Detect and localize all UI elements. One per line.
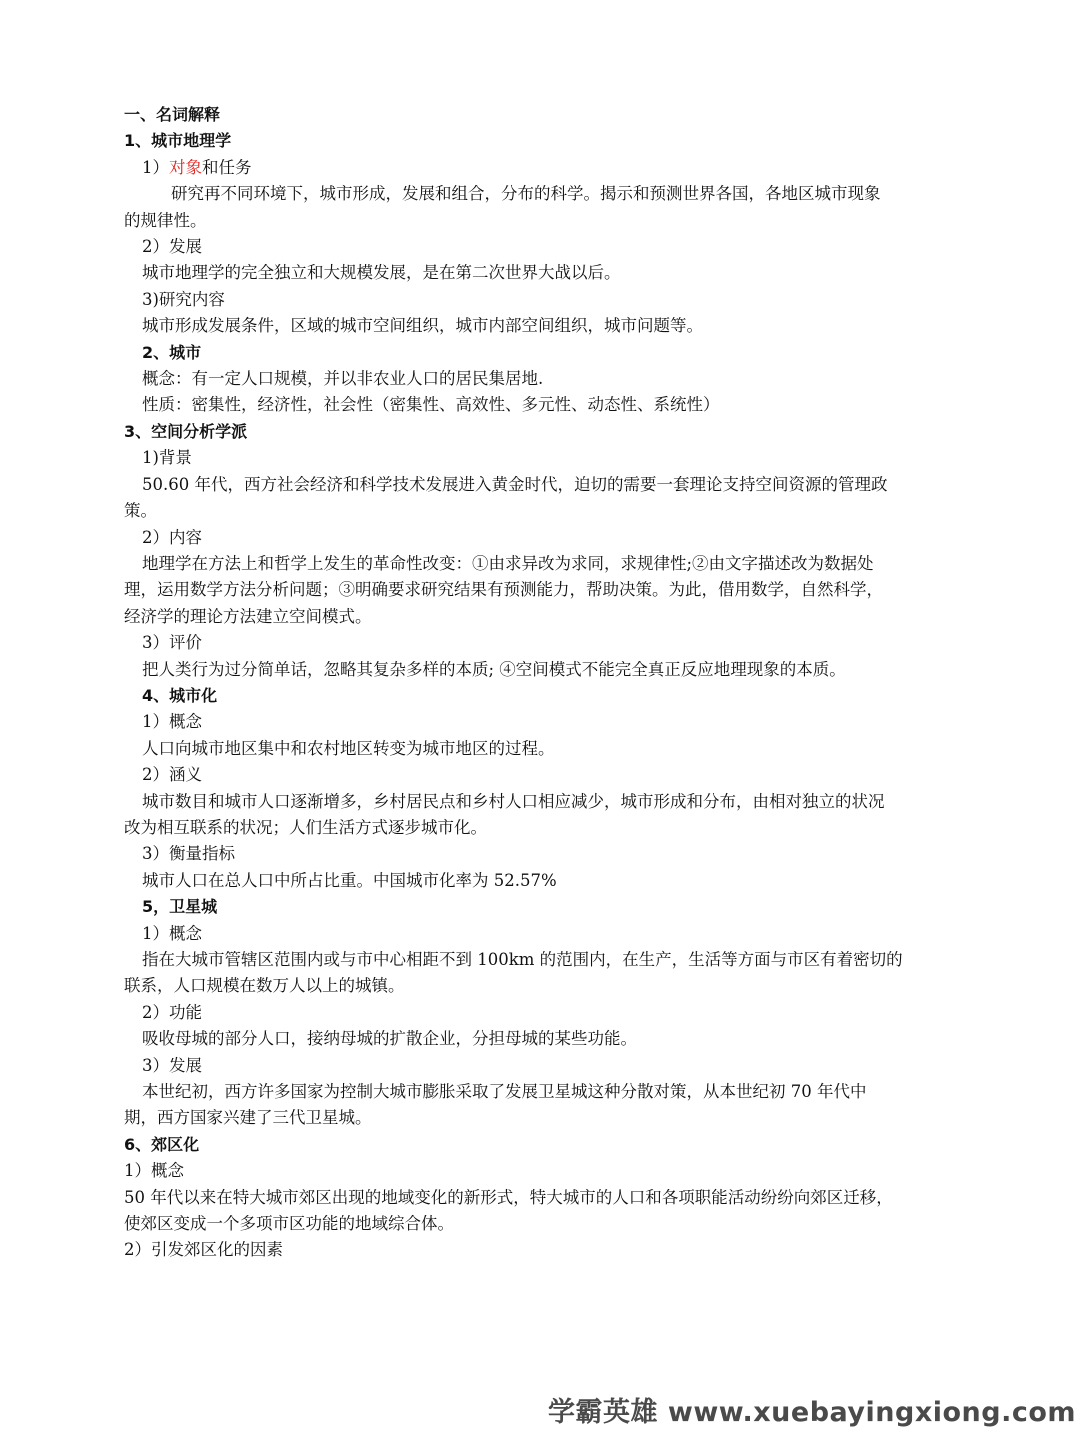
paragraph-line: 的规律性。 [124, 210, 207, 230]
document-body [124, 102, 954, 1264]
subheading-object [124, 155, 954, 181]
subheading: 3)研究内容 [142, 289, 225, 309]
paragraph-line: 吸收母城的部分人口，接纳母城的扩散企业，分担母城的某些功能。 [142, 1029, 637, 1049]
paragraph-line: 使郊区变成一个多项市区功能的地域综合体。 [124, 1214, 454, 1234]
subheading: 1）概念 [142, 923, 202, 943]
subheading: 3）评价 [142, 633, 202, 653]
term-heading-5: 5，卫星城 [142, 897, 218, 917]
paragraph-line: 性质：密集性，经济性，社会性（密集性、高效性、多元性、动态性、系统性） [142, 395, 720, 415]
paragraph-line: 人口向城市地区集中和农村地区转变为城市地区的过程。 [142, 738, 555, 758]
subheading: 2）涵义 [142, 765, 202, 785]
subheading: 2）发展 [142, 237, 202, 257]
section-heading: 一、名词解释 [124, 105, 221, 124]
subheading-text: 和任务 [202, 157, 252, 177]
paragraph-line: 50 年代以来在特大城市郊区出现的地域变化的新形式，特大城市的人口和各项职能活动纷纷向郊区迁移， [124, 1187, 893, 1207]
subheading: 1)背景 [142, 448, 192, 468]
subheading: 1）概念 [142, 712, 202, 732]
paragraph-line: 本世纪初，西方许多国家为控制大城市膨胀采取了发展卫星城这种分散对策，从本世纪初 70 年代中 [142, 1082, 867, 1102]
paragraph-line: 概念：有一定人口规模，并以非农业人口的居民集居地. [142, 369, 544, 389]
paragraph-line: 经济学的理论方法建立空间模式。 [124, 606, 372, 626]
subheading: 2）引发郊区化的因素 [124, 1240, 283, 1260]
paragraph-line: 理，运用数学方法分析问题；③明确要求研究结果有预测能力，帮助决策。为此，借用数学，自然科学， [124, 580, 883, 600]
subheading-number: 1） [142, 157, 169, 177]
paragraph-line: 地理学在方法上和哲学上发生的革命性改变：①由求异改为求同，求规律性;②由文字描述改为数据处 [142, 553, 874, 573]
term-heading-3: 3、空间分析学派 [124, 421, 248, 441]
subheading: 3）衡量指标 [142, 844, 235, 864]
subheading: 2）功能 [142, 1002, 202, 1022]
term-heading-2: 2、城市 [142, 342, 202, 362]
paragraph-line: 改为相互联系的状况；人们生活方式逐步城市化。 [124, 817, 487, 837]
paragraph-line: 策。 [124, 501, 157, 521]
paragraph-line: 把人类行为过分简单话，忽略其复杂多样的本质; ④空间模式不能完全真正反应地理现象的本质。 [142, 659, 846, 679]
subheading: 1）概念 [124, 1161, 184, 1181]
subheading: 2）内容 [142, 527, 202, 547]
paragraph-line: 城市数目和城市人口逐渐增多，乡村居民点和乡村人口相应减少，城市形成和分布，由相对独立的状况 [142, 791, 885, 811]
paragraph-line: 城市人口在总人口中所占比重。中国城市化率为 52.57% [142, 870, 557, 890]
paragraph-line: 研究再不同环境下，城市形成，发展和组合，分布的科学。揭示和预测世界各国，各地区城市现象 [171, 184, 881, 204]
watermark: 学霸英雄 www.xuebayingxiong.com [548, 1397, 1077, 1428]
paragraph-line: 城市地理学的完全独立和大规模发展，是在第二次世界大战以后。 [142, 263, 621, 283]
highlighted-word: 对象 [169, 157, 202, 177]
paragraph-line: 城市形成发展条件，区域的城市空间组织，城市内部空间组织，城市问题等。 [142, 316, 703, 336]
subheading: 3）发展 [142, 1055, 202, 1075]
paragraph-line: 联系，人口规模在数万人以上的城镇。 [124, 976, 405, 996]
term-heading-6: 6、郊区化 [124, 1134, 200, 1154]
paragraph-line: 期，西方国家兴建了三代卫星城。 [124, 1108, 372, 1128]
term-heading-4: 4、城市化 [142, 685, 218, 705]
paragraph-line: 50.60 年代，西方社会经济和科学技术发展进入黄金时代，迫切的需要一套理论支持空间资源的管理政 [142, 474, 888, 494]
paragraph-line: 指在大城市管辖区范围内或与市中心相距不到 100km 的范围内，在生产，生活等方面与市区有着密切的 [142, 950, 903, 969]
term-heading-1: 1、城市地理学 [124, 131, 232, 151]
